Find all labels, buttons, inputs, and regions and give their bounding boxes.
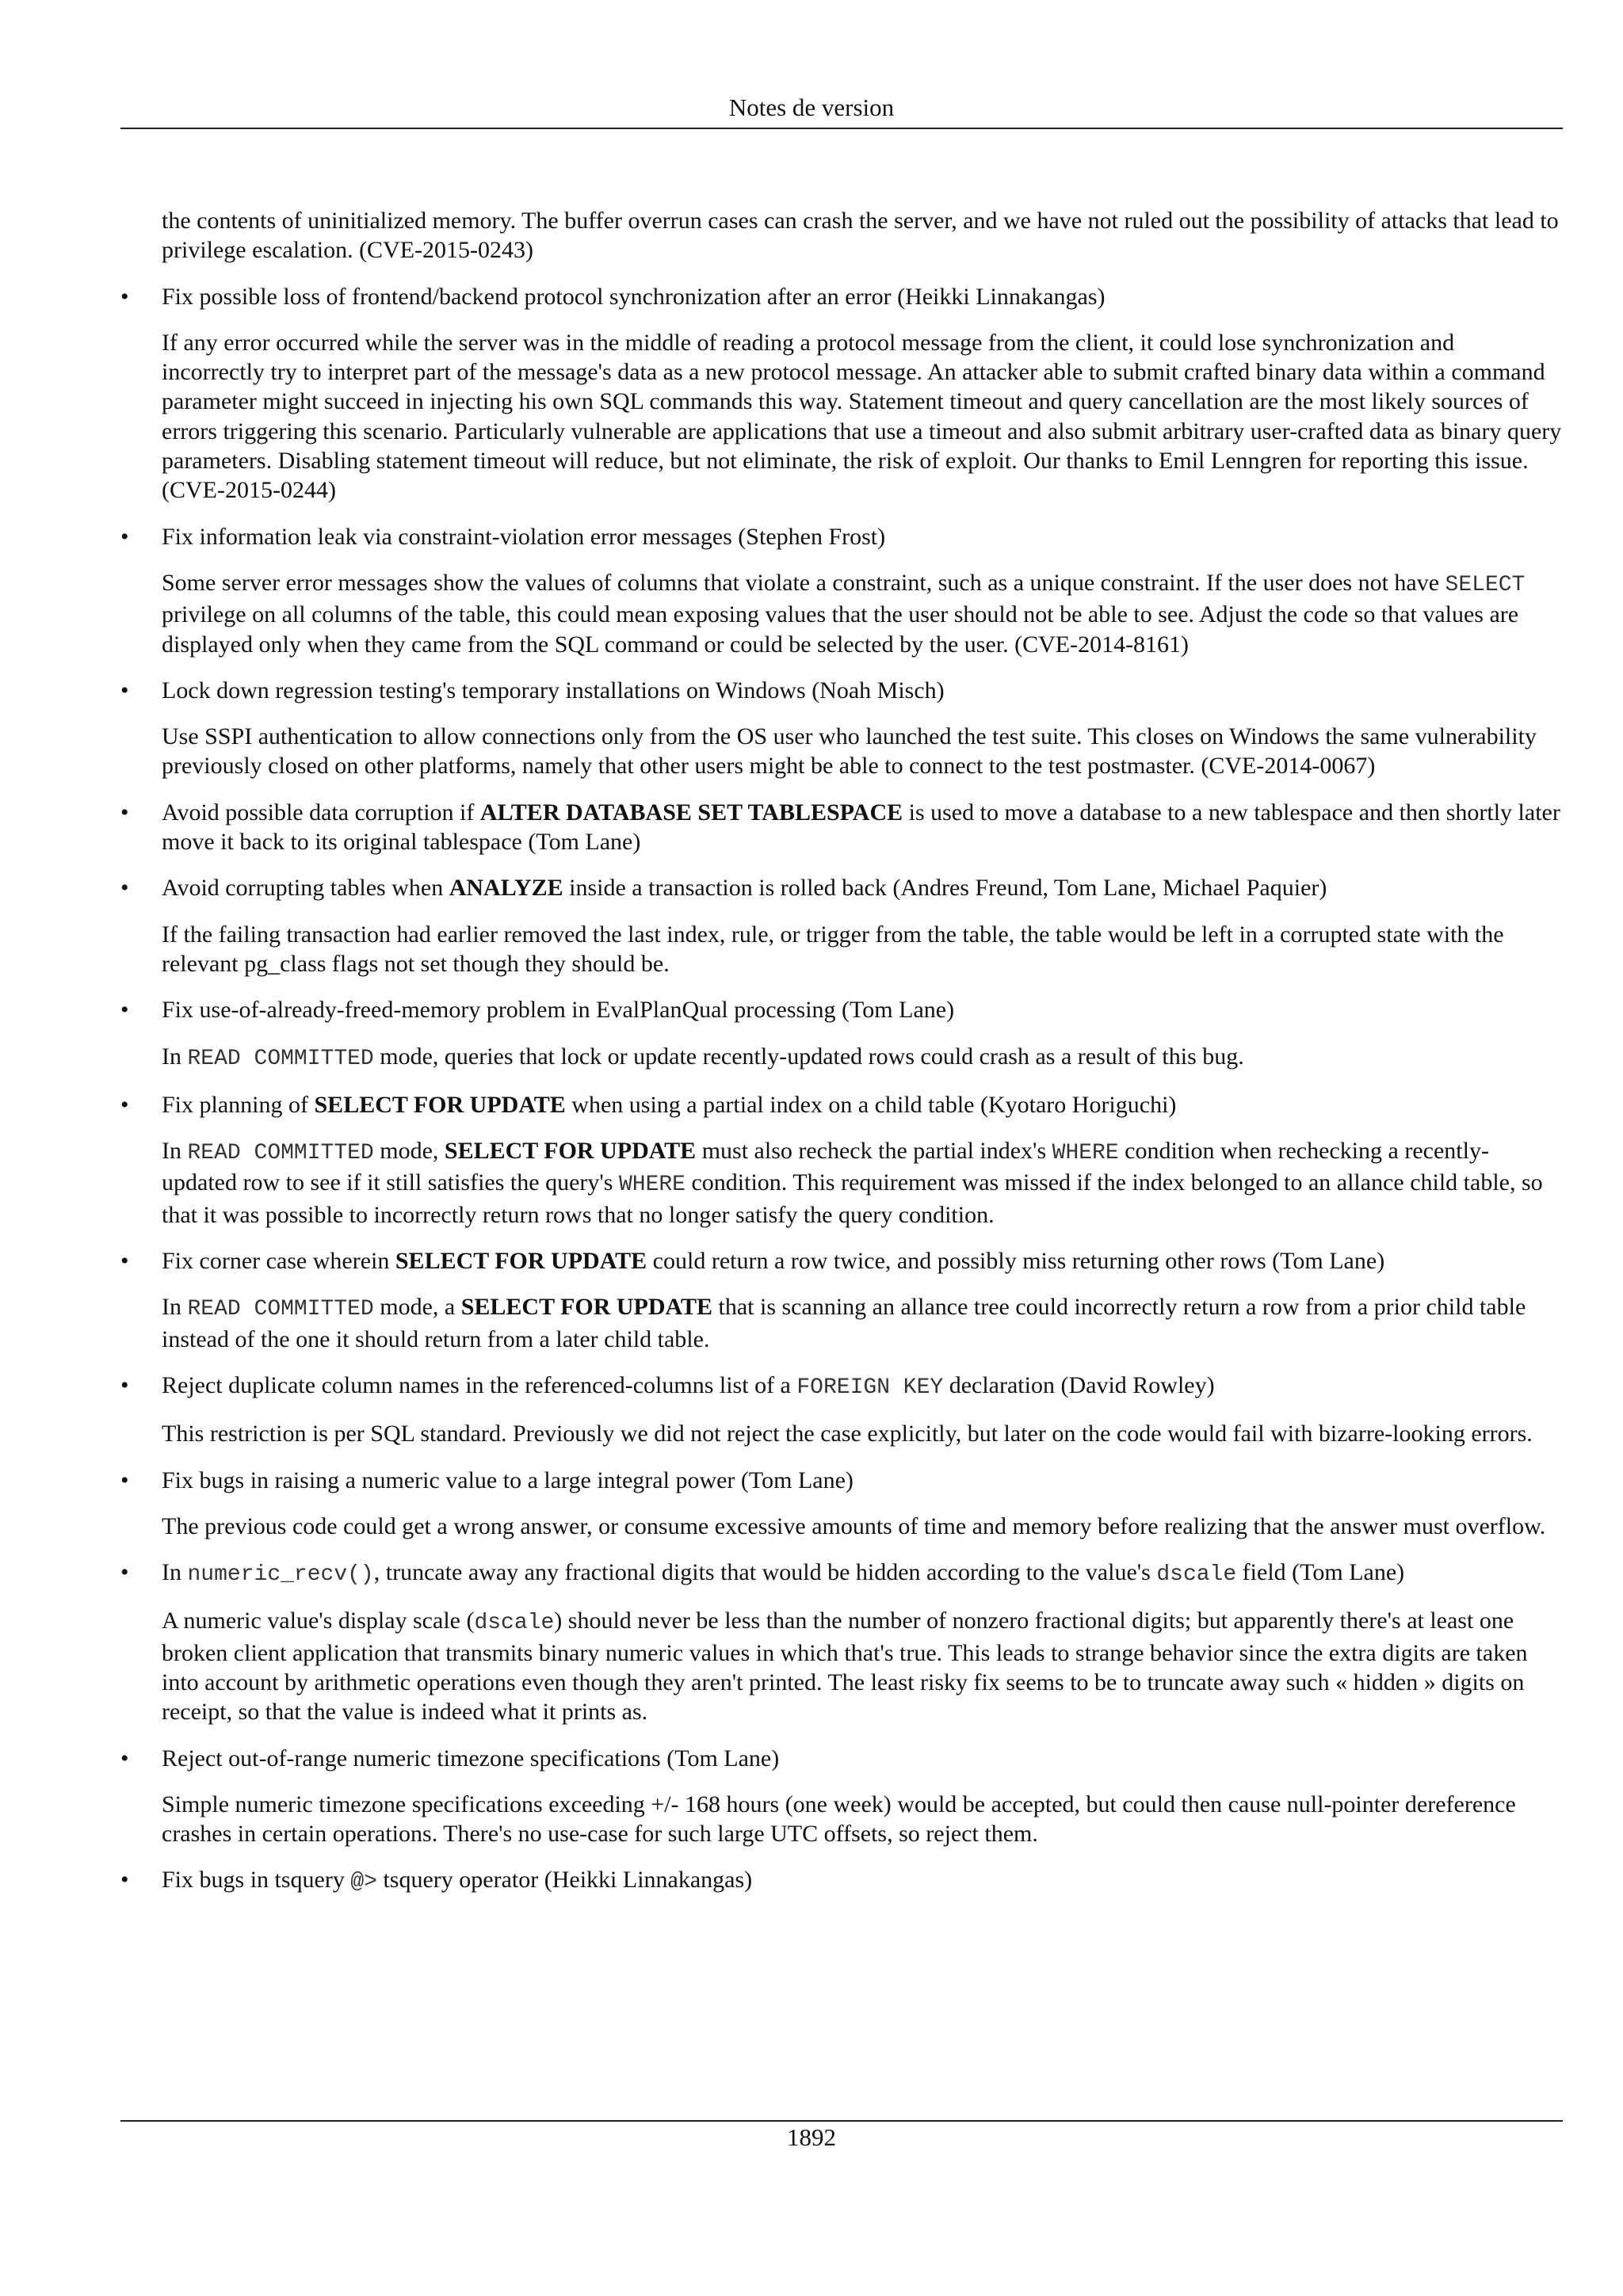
list-item (120, 1558, 1563, 1589)
list-item (120, 282, 1563, 311)
list-item (120, 873, 1563, 902)
text: when using a partial index on a child table (Kyotaro Horiguchi) (565, 1091, 1177, 1118)
text: In (162, 1138, 188, 1165)
text: Fix bugs in tsquery (162, 1867, 351, 1894)
list-item (120, 798, 1563, 857)
footer-rule (120, 2120, 1563, 2122)
text: declaration (David Rowley) (943, 1371, 1215, 1398)
text: mode, a (373, 1294, 461, 1321)
code: WHERE (618, 1173, 685, 1198)
text: mode, (373, 1138, 445, 1165)
bullet: • (120, 1867, 129, 1894)
text: condition. This requirement was missed if the index belonged to an allance child table, so that it was possible to incorrectly return rows that no longer satisfy the query condition. (162, 1169, 1543, 1228)
list-item (120, 1466, 1563, 1495)
text: Avoid possible data corruption if (162, 799, 480, 826)
text: privilege on all columns of the table, this could mean exposing values that the user should not be able to see. Adjust the code so that values are displayed only when they came from the SQL command or could be selected by the user. (CVE-2014-8161) (162, 601, 1519, 658)
running-header: Notes de version (728, 93, 895, 121)
text: Reject duplicate column names in the referenced-columns list of a (162, 1371, 797, 1398)
code: FOREIGN KEY (796, 1375, 944, 1400)
bullet: • (120, 1466, 129, 1493)
bullet: • (120, 997, 129, 1024)
command-name: SELECT FOR UPDATE (460, 1294, 713, 1321)
code: WHERE (1052, 1141, 1119, 1166)
list-item (120, 1090, 1563, 1119)
text: ) should never be less than the number of nonzero fractional digits; but apparently there's at least one broken client application that transmits binary numeric values in which that's true. This leads to strange behavior since the extra digits are taken into account by arithmetic operations even though they aren't printed. The least risky fix seems to be to truncate away such « hidden » digits on receipt, so that the value is indeed what it prints as. (162, 1608, 1528, 1726)
code: READ COMMITTED (187, 1141, 374, 1166)
list-item (120, 1371, 1563, 1402)
code: dscale (474, 1611, 555, 1636)
intro-paragraph: the contents of uninitialized memory. The buffer overrun cases can crash the server, and we have not ruled out the possibility of attacks that lead to privilege escalation. (CVE-2015-0243) (162, 208, 1559, 264)
bullet: • (120, 875, 129, 902)
item-detail (162, 1606, 1563, 1726)
bullet: • (120, 1248, 129, 1275)
command-name: ANALYZE (449, 875, 563, 902)
text: tsquery operator (Heikki Linnakangas) (376, 1867, 753, 1894)
item-summary: Fix information leak via constraint-violation error messages (Stephen Frost) (162, 523, 886, 550)
text: A numeric value's display scale ( (162, 1608, 475, 1634)
list-item (120, 995, 1563, 1024)
list-item (120, 1246, 1563, 1276)
code: @> (350, 1870, 377, 1895)
header-rule (120, 128, 1563, 129)
bullet: • (120, 677, 129, 704)
list-item (120, 1865, 1563, 1897)
item-summary: Lock down regression testing's temporary installations on Windows (Noah Misch) (162, 677, 945, 704)
item-detail: If the failing transaction had earlier removed the last index, rule, or trigger from the table, the table would be left in a corrupted state with the relevant pg_class flags not set though they should be. (162, 921, 1504, 977)
list-item (120, 1744, 1563, 1773)
item-detail: If any error occurred while the server was in the middle of reading a protocol message from the client, it could lose synchronization and incorrectly try to interpret part of the message's data as a new protocol message. An attacker able to submit crafted binary data within a command parameter might succeed in injecting his own SQL commands this way. Statement timeout and query cancellation are the most likely sources of errors triggering this scenario. Particularly vulnerable are applications that use a timeout and also submit arbitrary user-crafted data as binary query parameters. Disabling statement timeout will reduce, but not eliminate, the risk of exploit. Our thanks to Emil Lenngren for reporting this issue. (CVE-2015-0244) (162, 329, 1562, 504)
text: Avoid corrupting tables when (162, 875, 449, 902)
page-number: 1892 (787, 2123, 836, 2151)
item-summary: Reject out-of-range numeric timezone specifications (Tom Lane) (162, 1745, 780, 1772)
code: READ COMMITTED (187, 1046, 374, 1071)
text: In (162, 1559, 188, 1586)
text: is used to move a database to a new tablespace and then shortly later move it back to its original tablespace (Tom Lane) (162, 799, 1560, 856)
item-detail (162, 568, 1563, 659)
code: READ COMMITTED (187, 1297, 374, 1322)
release-notes-body (120, 206, 1563, 1914)
code: dscale (1156, 1562, 1237, 1588)
text: In (162, 1294, 188, 1321)
item-detail: This restriction is per SQL standard. Previously we did not reject the case explicitly, but later on the code would fail with bizarre-looking errors. (162, 1421, 1533, 1447)
text: inside a transaction is rolled back (Andres Freund, Tom Lane, Michael Paquier) (563, 875, 1327, 902)
item-summary (162, 1558, 1563, 1589)
item-detail (162, 1136, 1563, 1230)
text: In (162, 1043, 188, 1070)
item-detail (162, 1042, 1563, 1074)
item-summary (162, 873, 1563, 902)
bullet: • (120, 523, 129, 550)
item-summary (162, 1371, 1563, 1402)
text: Some server error messages show the values of columns that violate a constraint, such as a unique constraint. If the user does not have (162, 569, 1445, 596)
text: mode, queries that lock or update recently-updated rows could crash as a result of this bug. (373, 1043, 1244, 1070)
command-name: SELECT FOR UPDATE (314, 1091, 566, 1118)
bullet: • (120, 1559, 129, 1586)
text: field (Tom Lane) (1236, 1559, 1405, 1586)
item-summary: Fix possible loss of frontend/backend protocol synchronization after an error (Heikki Linnakangas) (162, 283, 1106, 310)
code: SELECT (1445, 572, 1526, 597)
item-summary: Fix use-of-already-freed-memory problem in EvalPlanQual processing (Tom Lane) (162, 997, 955, 1024)
item-detail: Simple numeric timezone specifications exceeding +/- 168 hours (one week) would be accepted, but could then cause null-pointer dereference crashes in certain operations. There's no use-case for such large UTC offsets, so reject them. (162, 1791, 1516, 1848)
item-summary (162, 798, 1563, 857)
text: could return a row twice, and possibly miss returning other rows (Tom Lane) (647, 1248, 1385, 1275)
item-summary: Fix bugs in raising a numeric value to a large integral power (Tom Lane) (162, 1466, 854, 1493)
text: Fix planning of (162, 1091, 315, 1118)
bullet: • (120, 1745, 129, 1772)
item-detail (162, 1292, 1563, 1354)
text: , truncate away any fractional digits that would be hidden according to the value's (373, 1559, 1157, 1586)
item-detail: The previous code could get a wrong answer, or consume excessive amounts of time and memory before realizing that the answer must overflow. (162, 1512, 1546, 1539)
bullet: • (120, 1371, 129, 1398)
text: must also recheck the partial index's (696, 1138, 1052, 1165)
item-summary (162, 1865, 1563, 1897)
command-name: SELECT FOR UPDATE (444, 1138, 697, 1165)
item-detail: Use SSPI authentication to allow connections only from the OS user who launched the test suite. This closes on Windows the same vulnerability previously closed on other platforms, namely that other users might be able to connect to the test postmaster. (CVE-2014-0067) (162, 723, 1537, 780)
bullet: • (120, 1091, 129, 1118)
code: numeric_recv() (187, 1562, 374, 1588)
list-item (120, 522, 1563, 551)
item-summary (162, 1090, 1563, 1119)
text: that is scanning an allance tree could incorrectly return a row from a prior child table instead of the one it should return from a later child table. (162, 1294, 1526, 1352)
list-item (120, 676, 1563, 705)
command-name: ALTER DATABASE SET TABLESPACE (479, 799, 903, 826)
bullet: • (120, 799, 129, 826)
command-name: SELECT FOR UPDATE (395, 1248, 647, 1275)
item-summary (162, 1246, 1563, 1276)
text: Fix corner case wherein (162, 1248, 395, 1275)
bullet: • (120, 283, 129, 310)
text: condition when rechecking a recently-updated row to see if it still satisfies the query's (162, 1138, 1489, 1196)
